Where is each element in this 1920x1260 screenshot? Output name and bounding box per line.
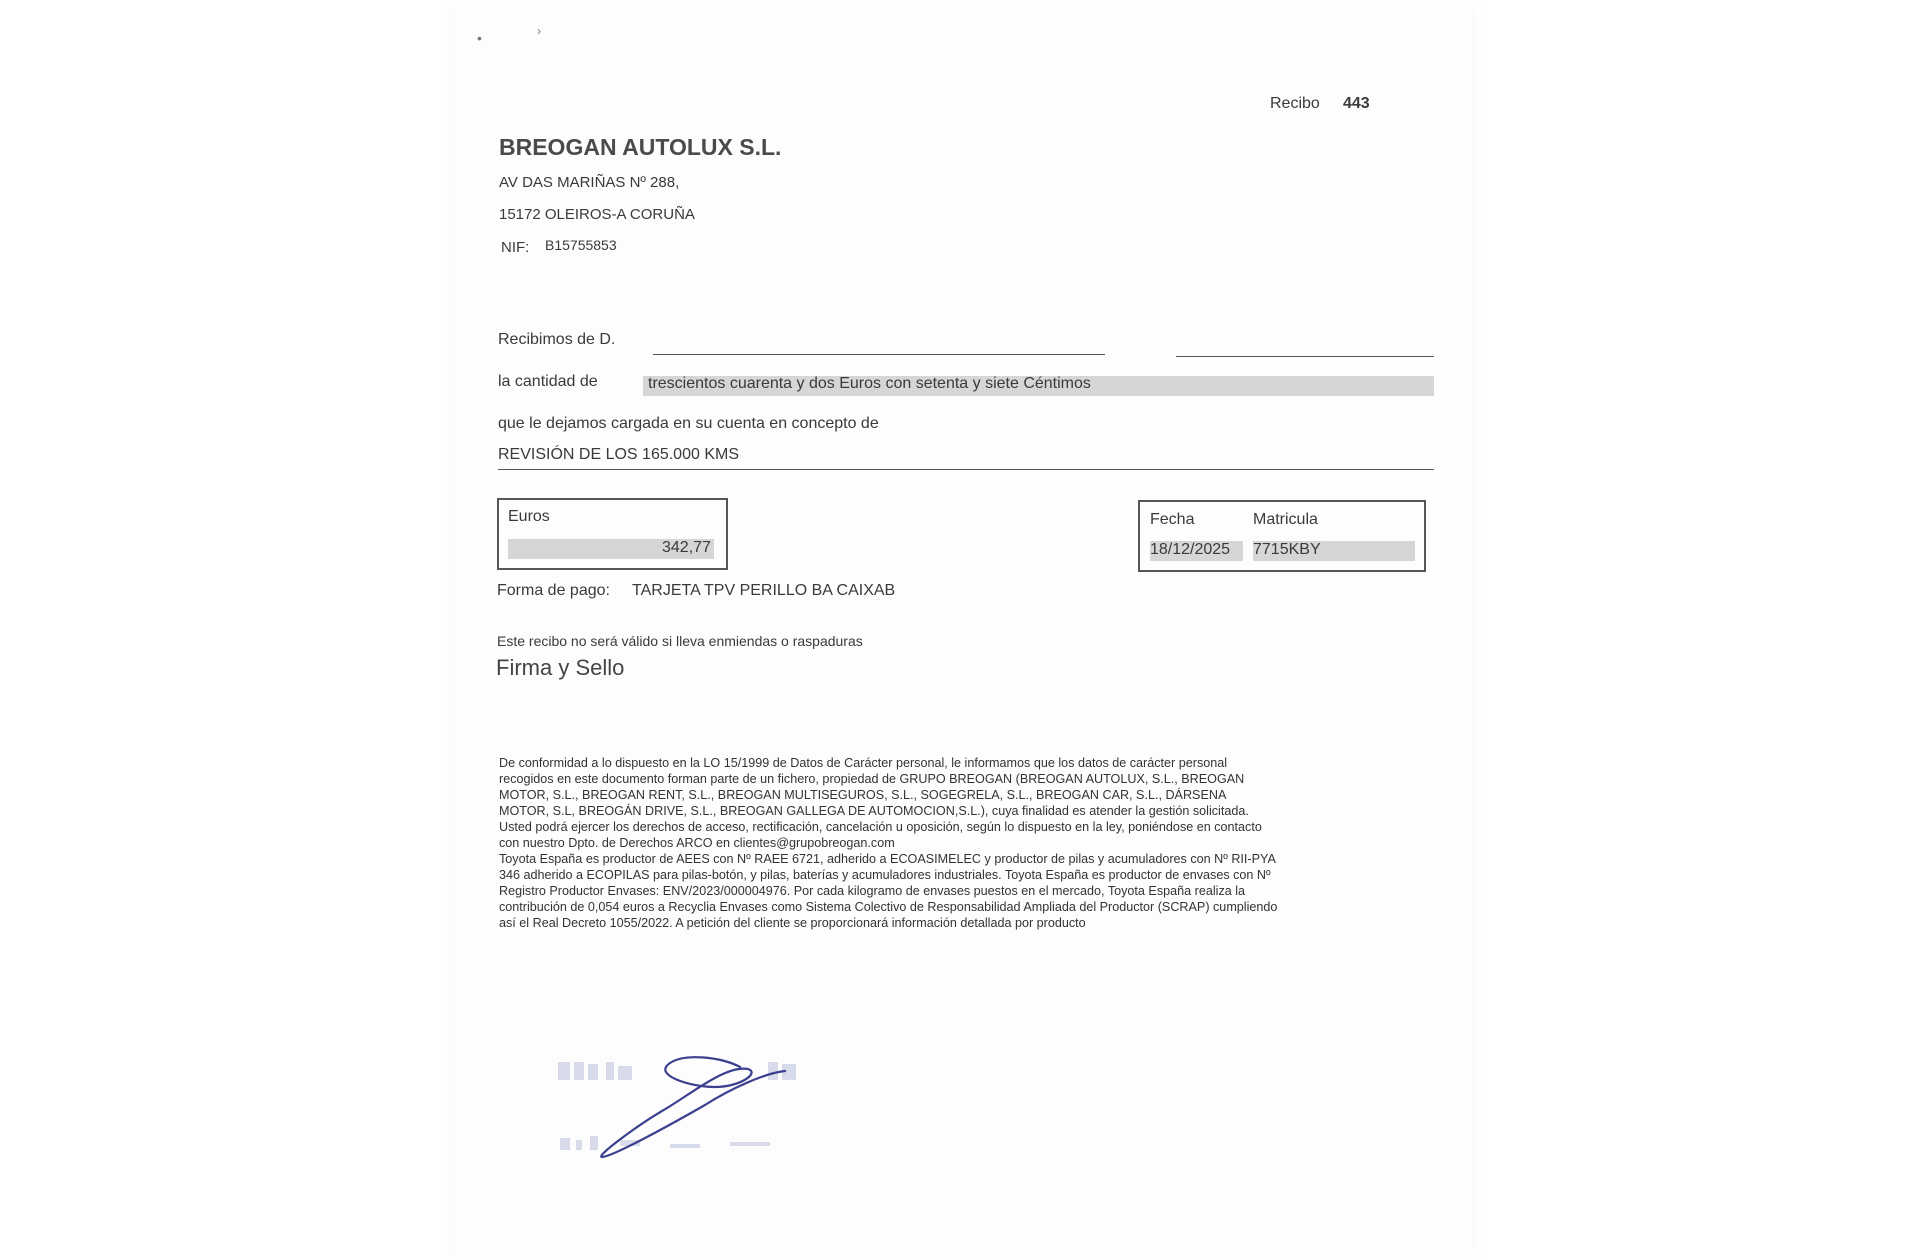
date-label: Fecha [1150,511,1195,528]
nif-value: B15755853 [545,237,617,253]
company-address-line1: AV DAS MARIÑAS Nº 288, [499,174,680,191]
signature-label: Firma y Sello [496,655,625,680]
euros-label: Euros [508,508,550,525]
scan-speck: • [477,30,482,46]
payment-method: TARJETA TPV PERILLO BA CAIXAB [632,582,896,599]
payment-label: Forma de pago: [497,582,610,599]
concept-line [498,469,1434,470]
legal-notice: De conformidad a lo dispuesto en la LO 15/1999 de Datos de Carácter personal, le informamos que los datos de carácter personal recogidos en este documento forman parte de un fichero, propiedad de GRUPO BREOGAN (BREOGAN AUTOLUX, S.L., BREOGAN MOTOR, S.L., BREOGAN RENT, S.L., BREOGAN MULTISEGUROS, S.L., SOGEGRELA, S.L., BREOGAN CAR, S.L., DÁRSENA MOTOR, S.L, BREOGÁN DRIVE, S.L., BREOGAN GALLEGA DE AUTOMOCION,S.L.), cuya finalidad es atender la gestión solicitada. Usted podrá ejercer los derechos de acceso, rectificación, cancelación u oposición, según lo dispuesto en la ley, poniéndose en contacto con nuestro Dpto. de Derechos ARCO en clientes@grupobreogan.com Toyota España es productor de AEES con Nº RAEE 6721, adherido a ECOASIMELEC y productor de pilas y acumuladores con Nº RII-PYA 346 adherido a ECOPILAS para pilas-botón, y pilas, baterías y acumuladores industriales. Toyota España es productor de envases con Nº Registro Productor Envases: ENV/2023/000004976. Por cada kilogramo de envases puestos en el mercado, Toyota España realiza la contribución de 0,054 euros a Recyclia Envases como Sistema Colectivo de Responsabilidad Ampliada del Productor (SCRAP) cumpliendo así el Real Decreto 1055/2022. A petición del cliente se proporcionará información detallada por producto [499,756,1278,930]
nif-label: NIF: [501,239,530,256]
scan-speck: › [537,24,541,38]
plate-value: 7715KBY [1253,541,1321,558]
euros-amount: 342,77 [662,539,711,556]
company-address-line2: 15172 OLEIROS-A CORUÑA [499,206,695,223]
received-from-line-2 [1176,356,1434,357]
amount-label: la cantidad de [498,373,598,390]
receipt-number: 443 [1343,95,1370,112]
plate-label: Matricula [1253,511,1318,528]
received-from-line [653,354,1105,355]
concept-intro: que le dejamos cargada en su cuenta en concepto de [498,415,879,432]
validity-note: Este recibo no será válido si lleva enmiendas o raspaduras [497,633,863,649]
amount-words: trescientos cuarenta y dos Euros con setenta y siete Céntimos [648,375,1091,392]
receipt-label: Recibo [1270,95,1320,112]
handwritten-signature [590,1045,790,1170]
company-name: BREOGAN AUTOLUX S.L. [499,134,782,160]
received-from-label: Recibimos de D. [498,331,616,348]
date-value: 18/12/2025 [1150,541,1231,558]
concept-value: REVISIÓN DE LOS 165.000 KMS [498,446,739,463]
